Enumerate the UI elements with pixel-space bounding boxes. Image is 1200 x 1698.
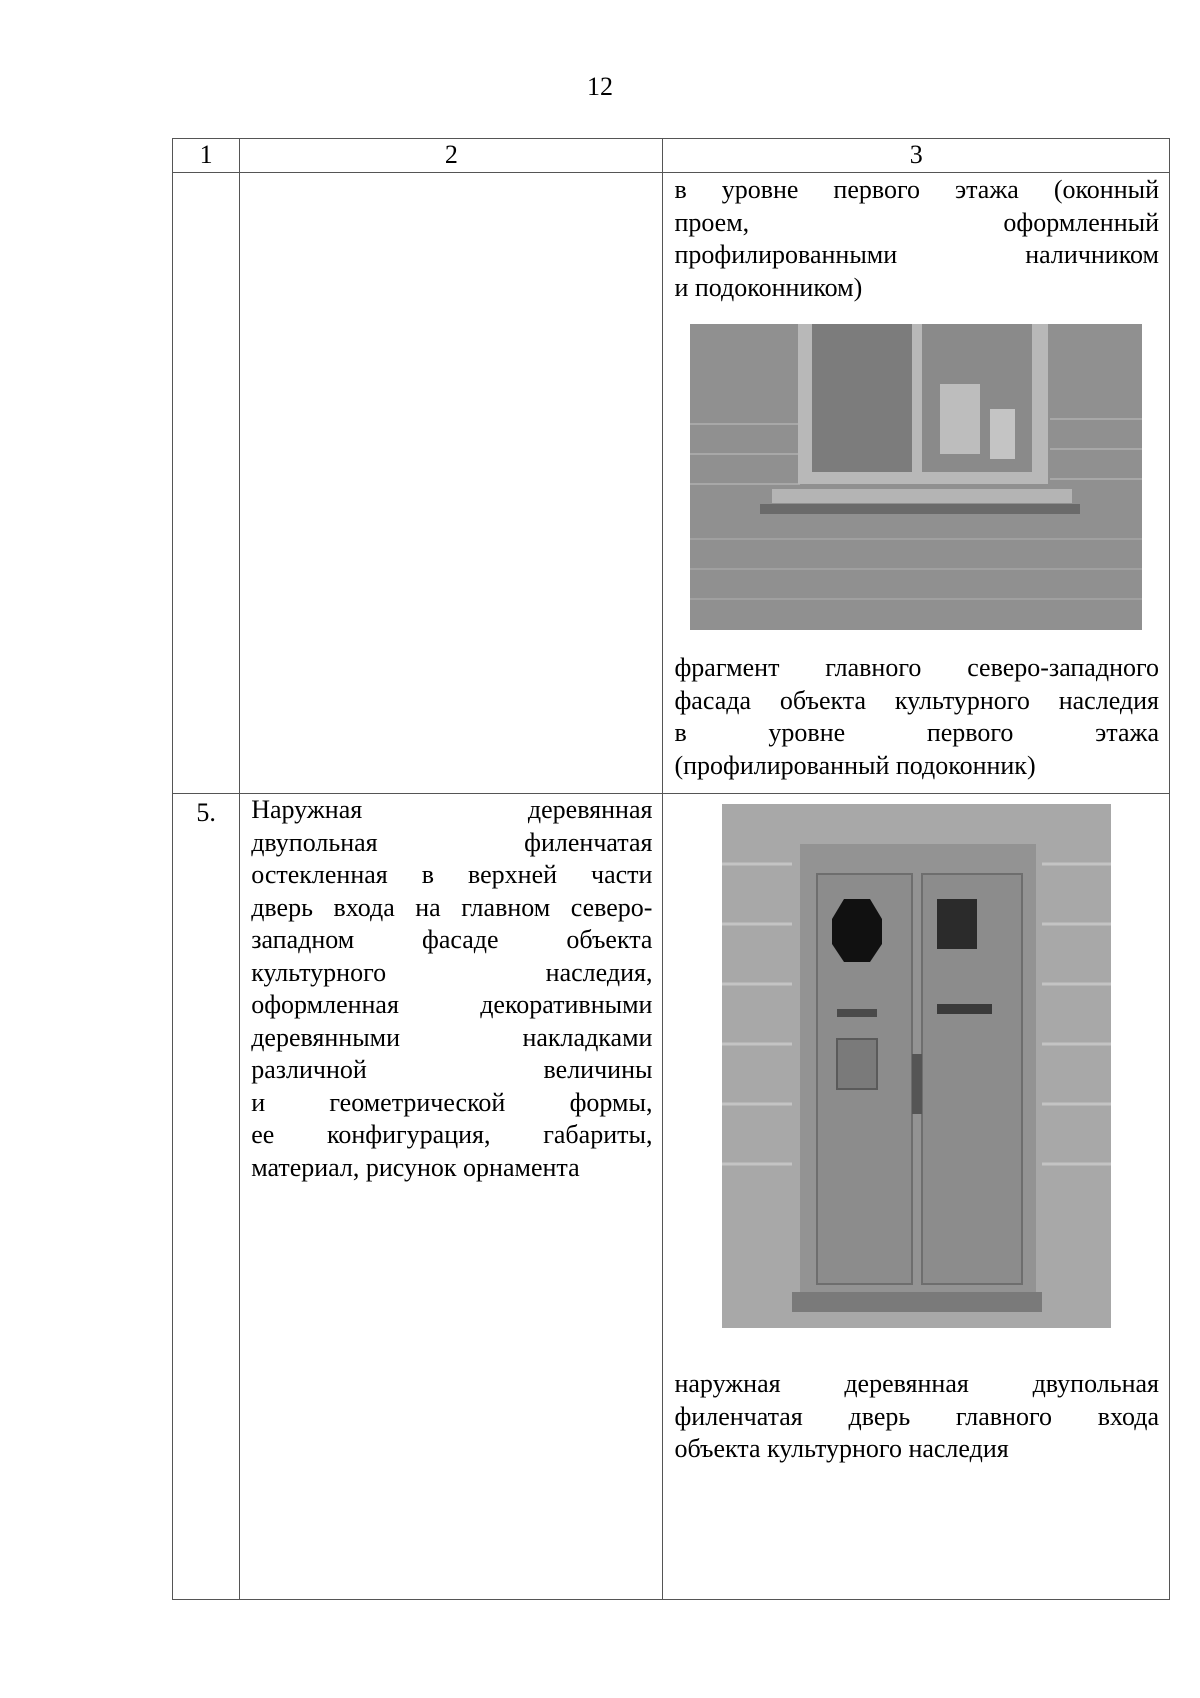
description-line: двупольная филенчатая bbox=[251, 827, 653, 857]
caption-line: объекта культурного наследия bbox=[674, 1434, 1009, 1463]
text-line: и подоконником) bbox=[674, 272, 863, 302]
objects-table bbox=[172, 138, 1170, 1600]
header-cell-2: 2 bbox=[240, 139, 663, 173]
row-number: 5. bbox=[196, 798, 216, 827]
description-line: материал, рисунок орнамента bbox=[251, 1152, 580, 1182]
caption-line: фасада объекта культурного наследия bbox=[674, 685, 1159, 715]
table-row bbox=[173, 173, 1170, 794]
caption-line: (профилированный подоконник) bbox=[674, 750, 1036, 780]
description-line: ее конфигурация, габариты, bbox=[251, 1120, 653, 1149]
caption-line: фрагмент главного северо-западного bbox=[674, 653, 1159, 682]
row-number-cell bbox=[173, 173, 240, 794]
description-line: различной величины bbox=[251, 1055, 653, 1084]
row-description-cell bbox=[240, 173, 663, 794]
description-line: культурного наследия, bbox=[251, 957, 653, 987]
table-row bbox=[173, 794, 1170, 1600]
caption-line: филенчатая дверь главного входа bbox=[674, 1401, 1159, 1431]
description-line: и геометрической формы, bbox=[251, 1087, 653, 1117]
caption-line: наружная деревянная двупольная bbox=[674, 1369, 1159, 1398]
description-line: остекленная в верхней части bbox=[251, 860, 653, 889]
caption-line: в уровне первого этажа bbox=[674, 718, 1159, 747]
description-line: Наружная деревянная bbox=[251, 795, 653, 824]
table-header-row bbox=[173, 139, 1170, 173]
page-number: 12 bbox=[587, 72, 613, 101]
header-cell-1: 1 bbox=[173, 139, 240, 173]
description-line: деревянными накладками bbox=[251, 1022, 653, 1052]
description-line: оформленная декоративными bbox=[251, 990, 653, 1019]
text-line: проем, оформленный bbox=[674, 207, 1159, 237]
row-photo-cell bbox=[663, 173, 1170, 794]
window-photo bbox=[690, 324, 1142, 630]
text-line: в уровне первого этажа (оконный bbox=[674, 175, 1159, 204]
description-line: западном фасаде объекта bbox=[251, 925, 653, 954]
header-cell-3: 3 bbox=[663, 139, 1170, 173]
row-description-cell bbox=[240, 794, 663, 1600]
row-number-cell bbox=[173, 794, 240, 1600]
description-line: дверь входа на главном северо- bbox=[251, 892, 653, 922]
row-photo-cell bbox=[663, 794, 1170, 1600]
text-line: профилированными наличником bbox=[674, 240, 1159, 269]
door-photo bbox=[722, 804, 1111, 1328]
